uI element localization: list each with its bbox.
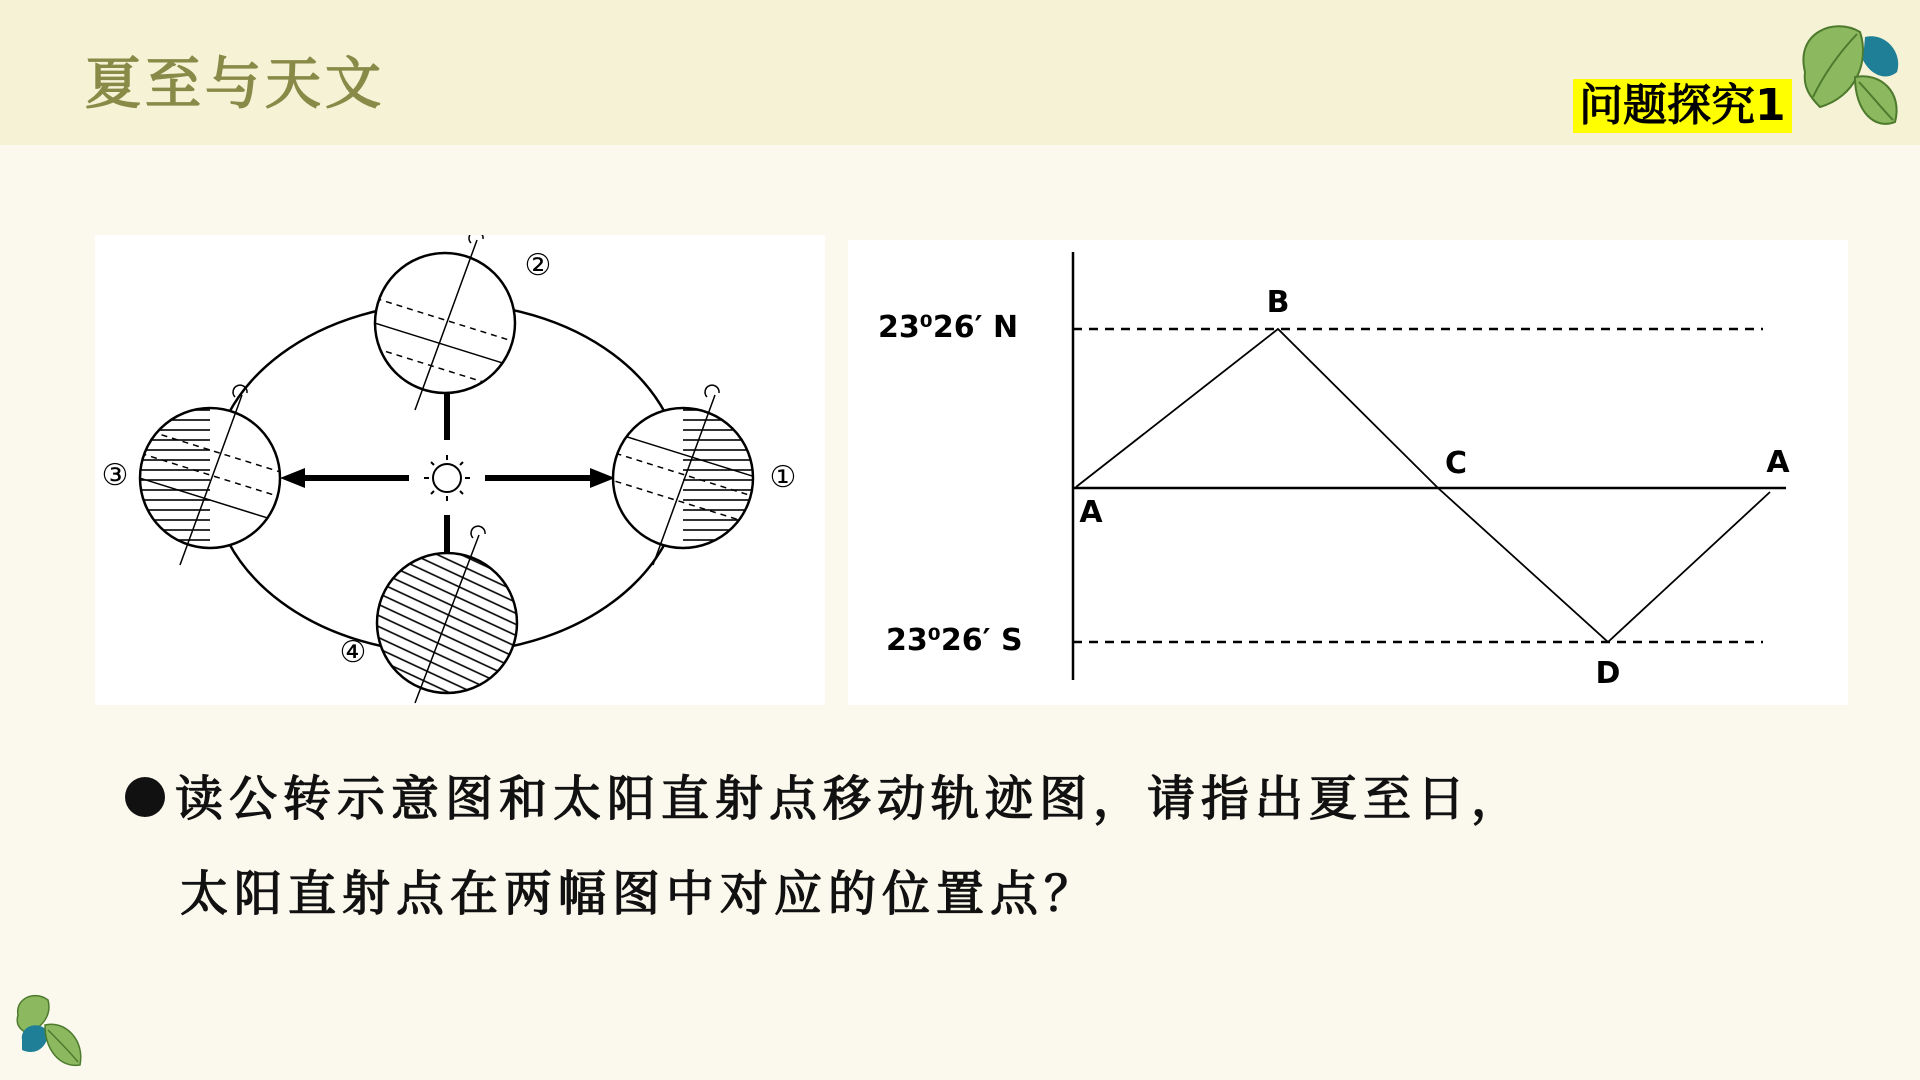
slide-title: 夏至与天文 — [85, 51, 385, 117]
earth-position-3 — [130, 385, 290, 565]
earth-position-1 — [605, 385, 765, 565]
question-line-1: 读公转示意图和太阳直射点移动轨迹图，请指出夏至日， — [175, 771, 1526, 827]
point-label-a-end: A — [1766, 445, 1790, 480]
point-label-b: B — [1266, 285, 1290, 320]
point-label-c: C — [1444, 446, 1468, 481]
lat-north-label: 23⁰26′ N — [878, 310, 1019, 345]
earth-revolution-diagram — [95, 235, 825, 705]
label-position-2: ② — [524, 248, 552, 283]
label-position-3: ③ — [101, 458, 129, 493]
label-position-1: ① — [769, 460, 797, 495]
sun-icon — [424, 455, 470, 501]
lat-south-label: 23⁰26′ S — [886, 623, 1023, 658]
earth-position-4 — [375, 526, 520, 703]
label-position-4: ④ — [339, 635, 367, 670]
earth-position-2 — [365, 235, 525, 410]
leaf-decoration-icon — [10, 990, 90, 1070]
point-label-a-start: A — [1079, 495, 1103, 530]
question-text — [125, 752, 1885, 942]
bullet-icon — [125, 777, 165, 817]
question-line-2: 太阳直射点在两幅图中对应的位置点？ — [180, 866, 1099, 922]
track-line — [1076, 329, 1770, 642]
sun-direct-point-track-chart — [848, 240, 1848, 705]
leaf-decoration-icon — [1785, 12, 1910, 137]
point-label-d: D — [1595, 656, 1621, 691]
section-badge: 问题探究1 — [1573, 79, 1792, 133]
